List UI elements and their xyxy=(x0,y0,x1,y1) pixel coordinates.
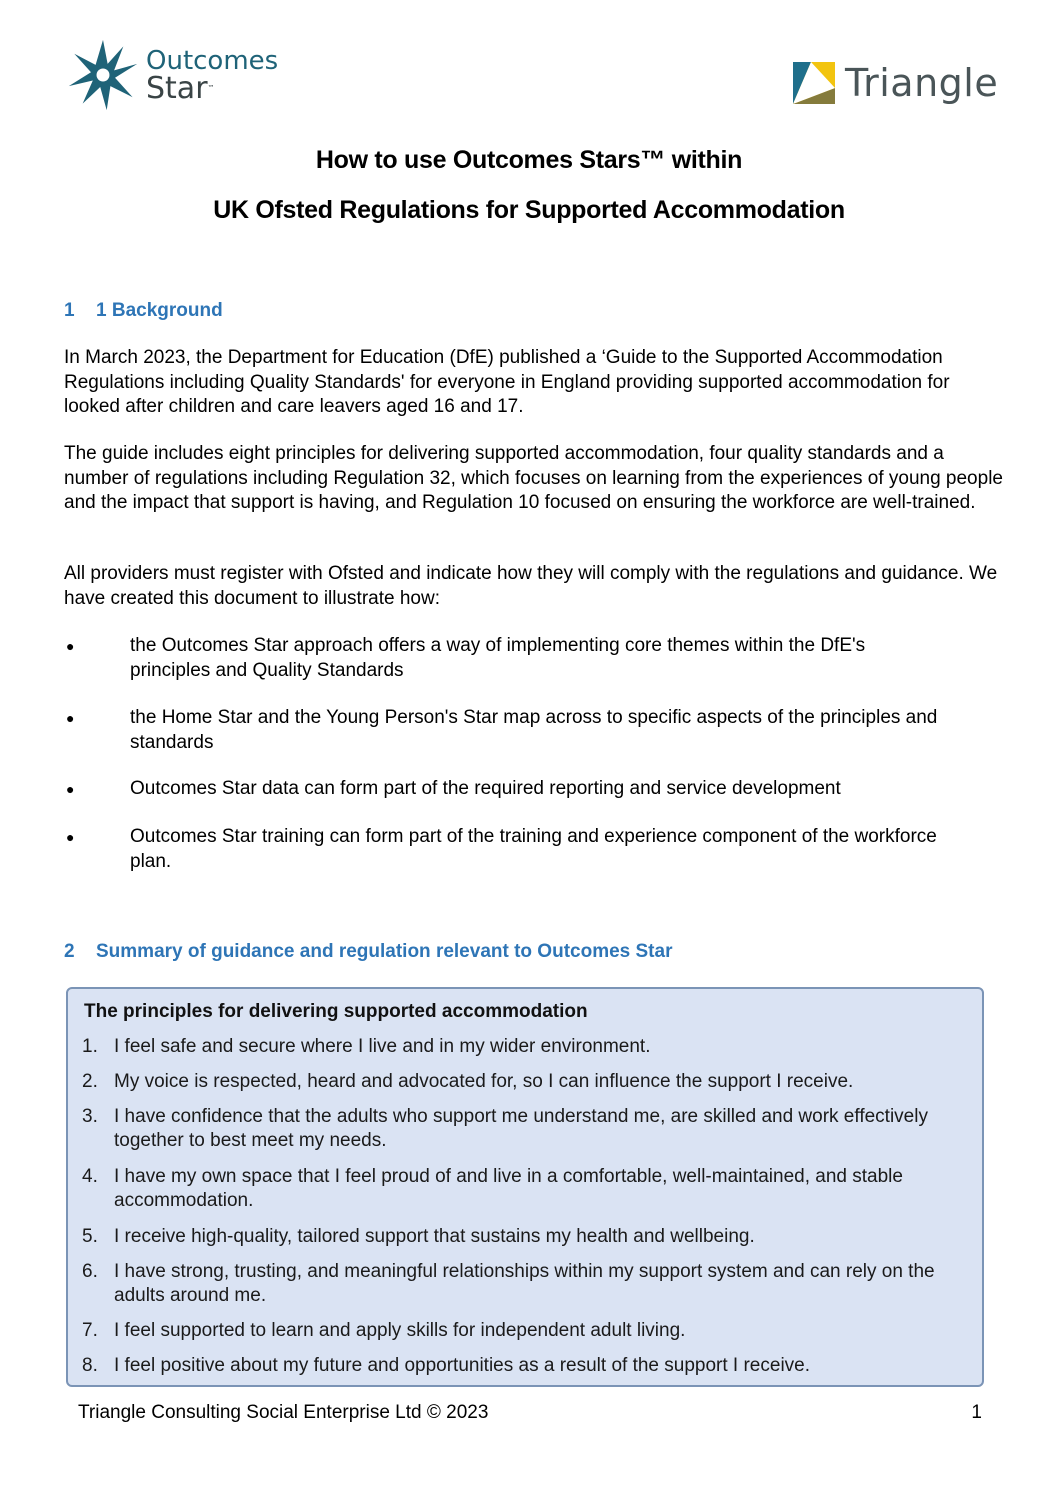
principle-item xyxy=(82,1354,962,1378)
principle-item xyxy=(82,1319,962,1343)
section-title: 1 Background xyxy=(96,300,223,321)
triangle-logo xyxy=(793,61,998,105)
principle-item xyxy=(82,1260,962,1308)
document-title-line1: How to use Outcomes Stars™ within xyxy=(315,146,743,174)
item-text: I feel safe and secure where I live and in my wider environment. xyxy=(114,1036,651,1057)
principle-item xyxy=(82,1225,962,1249)
principle-item xyxy=(82,1165,962,1213)
bullet-icon: ● xyxy=(66,638,75,654)
item-number: 7. xyxy=(82,1320,98,1341)
item-number: 1. xyxy=(82,1036,98,1057)
trademark: ™ xyxy=(207,84,215,92)
page-number: 1 xyxy=(971,1402,982,1423)
list-item-text: Outcomes Star data can form part of the required reporting and service development xyxy=(130,778,841,799)
logo-line2: Star xyxy=(146,71,208,106)
bullet-icon: ● xyxy=(66,710,75,726)
logo-line1: Outcomes xyxy=(146,46,279,76)
triangle-icon xyxy=(793,62,835,104)
page-footer xyxy=(78,1402,982,1424)
item-text: I have strong, trusting, and meaningful relationships within my support system and can rely on the adults around me. xyxy=(114,1261,935,1306)
item-number: 2. xyxy=(82,1071,98,1092)
item-number: 6. xyxy=(82,1261,98,1282)
bullet-icon: ● xyxy=(66,781,75,797)
principle-item xyxy=(82,1105,962,1153)
item-number: 5. xyxy=(82,1226,98,1247)
paragraph: All providers must register with Ofsted and indicate how they will comply with the regulations and guidance. We have created this document to illustrate how: xyxy=(64,563,998,609)
document-title-line2: UK Ofsted Regulations for Supported Accommodation xyxy=(213,196,845,224)
item-text: I receive high-quality, tailored support that sustains my health and wellbeing. xyxy=(114,1226,755,1247)
list-item xyxy=(64,706,1004,755)
principle-item xyxy=(82,1035,962,1059)
list-item-text: the Outcomes Star approach offers a way of implementing core themes within the DfE's principles and Quality Standards xyxy=(130,635,866,681)
bullet-icon: ● xyxy=(66,829,75,845)
list-item xyxy=(64,634,1004,683)
paragraph: The guide includes eight principles for delivering supported accommodation, four quality standards and a number of regulations including Regulation 32, which focuses on learning from the experiences of young people and the impact that support is having, and Regulation 10 focused on ensuring the workforce are well-trained. xyxy=(64,443,1003,513)
list-item-text: the Home Star and the Young Person's Star map across to specific aspects of the principles and standards xyxy=(130,707,938,753)
list-item-text: Outcomes Star training can form part of the training and experience component of the workforce plan. xyxy=(130,826,937,872)
outcomes-star-logo xyxy=(66,38,278,112)
item-number: 8. xyxy=(82,1355,98,1376)
item-number: 4. xyxy=(82,1166,98,1187)
item-number: 3. xyxy=(82,1106,98,1127)
item-text: I feel supported to learn and apply skills for independent adult living. xyxy=(114,1320,686,1341)
list-item xyxy=(64,825,1004,874)
section-number: 1 xyxy=(64,300,75,321)
paragraph: In March 2023, the Department for Education (DfE) published a ‘Guide to the Supported Accommodation Regulations including Quality Standards' for everyone in England providing supported accommodation for looked after children and care leavers aged 16 and 17. xyxy=(64,347,950,417)
section-2-heading xyxy=(64,941,672,963)
list-item xyxy=(64,777,1004,802)
principles-box xyxy=(66,987,984,1387)
section-number: 2 xyxy=(64,941,75,962)
section-1-heading xyxy=(64,300,223,322)
triangle-logo-text: Triangle xyxy=(845,61,999,105)
section-title: Summary of guidance and regulation relevant to Outcomes Star xyxy=(96,941,673,962)
item-text: I feel positive about my future and opportunities as a result of the support I receive. xyxy=(114,1355,811,1376)
footer-copyright: Triangle Consulting Social Enterprise Ltd © 2023 xyxy=(78,1402,489,1423)
star-icon xyxy=(66,38,140,112)
item-text: My voice is respected, heard and advocated for, so I can influence the support I receive. xyxy=(114,1071,854,1092)
item-text: I have confidence that the adults who support me understand me, are skilled and work effectively together to best meet my needs. xyxy=(114,1106,928,1151)
principle-item xyxy=(82,1070,962,1094)
box-title: The principles for delivering supported accommodation xyxy=(84,1001,588,1022)
item-text: I have my own space that I feel proud of and live in a comfortable, well-maintained, and stable accommodation. xyxy=(114,1166,903,1211)
